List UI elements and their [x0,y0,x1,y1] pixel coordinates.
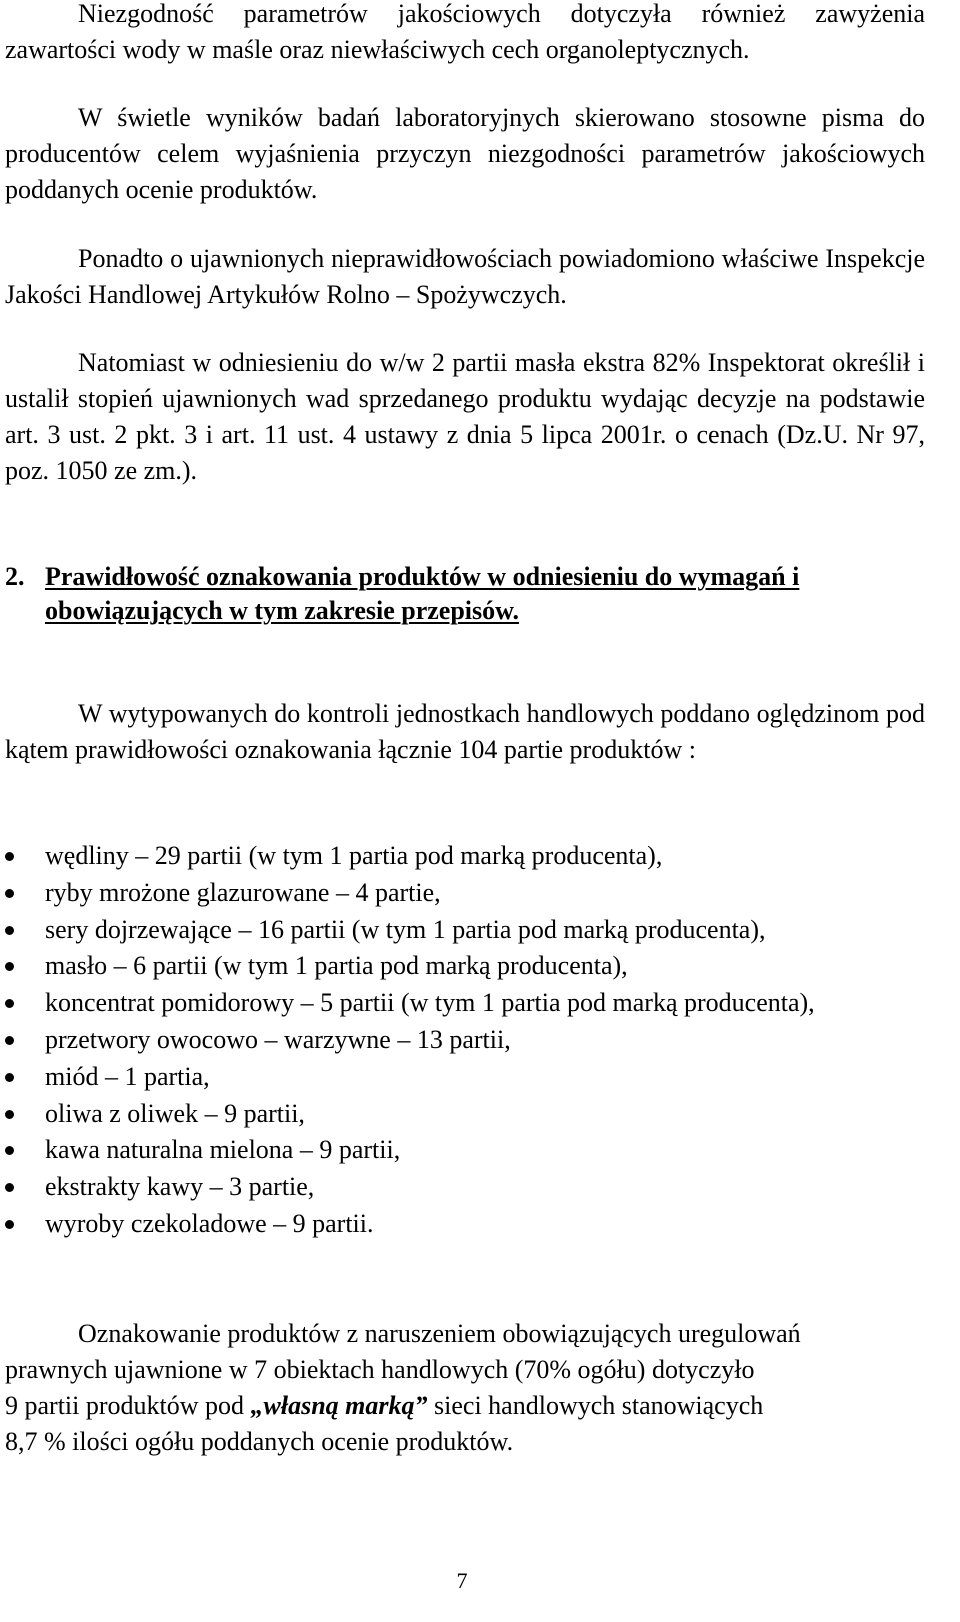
list-item-text: kawa naturalna mielona – 9 partii, [45,1135,401,1165]
list-item [5,1169,925,1206]
list-item-text: ryby mrożone glazurowane – 4 partie, [45,877,441,907]
paragraph-text: Niezgodność parametrów jakościowych dotyczyła również zawyżenia zawartości wody w maśle oraz niewłaściwych cech organoleptycznych. [5,0,925,64]
bullet-icon [5,999,14,1008]
list-item [5,912,925,949]
closing-line-3-end: sieci handlowych stanowiących [427,1391,764,1420]
list-item [5,1022,925,1059]
list-item-text: wędliny – 29 partii (w tym 1 partia pod marką producenta), [45,841,663,870]
section-number: 2. [5,562,25,591]
bullet-icon [5,1110,14,1119]
list-item-text: sery dojrzewające – 16 partii (w tym 1 partia pod marką producenta), [45,914,766,944]
list-item [5,1059,925,1096]
page-number: 7 [456,1568,468,1593]
paragraph-notification: Ponadto o ujawnionych nieprawidłowościach powiadomiono właściwe Inspekcje Jakości Handlowej Artykułów Rolno – Spożywczych. [5,244,925,309]
bullet-icon [5,1073,14,1082]
list-item [5,838,925,875]
bullet-icon [5,926,14,935]
list-item [5,1096,925,1133]
bullet-icon [5,1036,14,1045]
list-item [5,985,925,1022]
closing-line-1: Oznakowanie produktów z naruszeniem obowiązujących uregulowań [78,1319,801,1348]
list-item [5,948,925,985]
paragraph-inspection-scope: W wytypowanych do kontroli jednostkach handlowych poddano oględzinom pod kątem prawidłowości oznakowania łącznie 104 partie produktów : [5,699,925,764]
bullet-icon [5,1183,14,1192]
list-item-text: oliwa z oliwek – 9 partii, [45,1098,305,1128]
bullet-icon [5,1220,14,1229]
closing-line-4: 8,7 % ilości ogółu poddanych ocenie produktów. [5,1427,514,1456]
bullet-icon [5,1146,14,1155]
list-item [5,1206,925,1243]
bullet-icon [5,962,14,971]
list-item-text: wyroby czekoladowe – 9 partii. [45,1208,374,1238]
list-item [5,875,925,912]
paragraph-decisions: Natomiast w odniesieniu do w/w 2 partii masła ekstra 82% Inspektorat określił i ustalił stopień ujawnionych wad sprzedanego produktu wydając decyzje na podstawie art. 3 ust. 2 pkt. 3 i art. 11 ust. 4 ustawy z dnia 5 lipca 2001r. o cenach (Dz.U. Nr 97, poz. 1050 ze zm.). [5,348,925,485]
section-title: Prawidłowość oznakowania produktów w odniesieniu do wymagań i obowiązujących w tym zakresie przepisów. [45,562,800,625]
list-item-text: koncentrat pomidorowy – 5 partii (w tym 1 partia pod marką producenta), [45,988,815,1018]
list-item-text: przetwory owocowo – warzywne – 13 partii, [45,1024,511,1054]
paragraph-lab-results: W świetle wyników badań laboratoryjnych skierowano stosowne pisma do producentów celem wyjaśnienia przyczyn niezgodności parametrów jakościowych poddanych ocenie produktów. [5,103,925,204]
product-list [5,838,925,1243]
bullet-icon [5,852,14,861]
paragraph-water-content [5,0,925,68]
closing-line-3-start: 9 partii produktów pod [5,1391,251,1420]
own-brand-emphasis: „własną marką” [250,1391,428,1420]
closing-line-2: prawnych ujawnione w 7 obiektach handlowych (70% ogółu) dotyczyło [5,1355,755,1384]
section-heading [5,560,925,628]
list-item [5,1132,925,1169]
list-item-text: masło – 6 partii (w tym 1 partia pod marką producenta), [45,951,628,981]
closing-line-3 [5,1388,925,1424]
bullet-icon [5,889,14,898]
paragraph-labeling-violations [5,1316,925,1460]
list-item-text: ekstrakty kawy – 3 partie, [45,1172,315,1202]
list-item-text: miód – 1 partia, [45,1061,210,1091]
